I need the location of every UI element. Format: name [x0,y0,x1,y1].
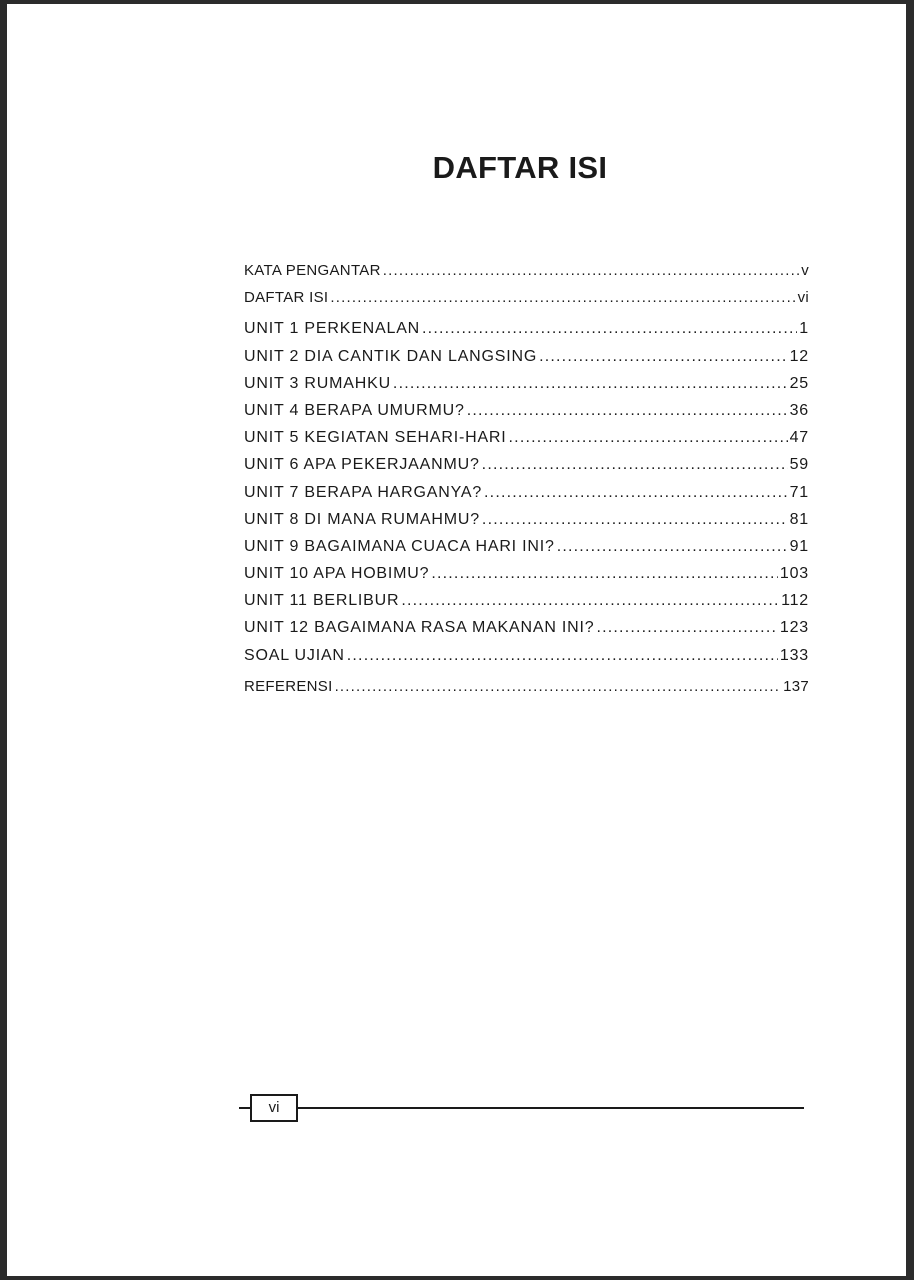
toc-entry-page: 59 [789,456,809,474]
toc-entry-page: vi [797,289,809,307]
toc-entry-page: 137 [783,677,809,695]
toc-entry-page: 103 [779,565,809,583]
toc-entry-label: UNIT 11 BERLIBUR [244,592,400,610]
toc-entry-page: 12 [789,347,809,365]
toc-entry-page: 112 [781,592,809,610]
toc-entry[interactable] [244,289,809,316]
toc-entry-label: UNIT 9 BAGAIMANA CUACA HARI INI? [244,537,555,555]
toc-entry[interactable] [244,592,809,619]
toc-dot-leader [347,647,778,665]
toc-dot-leader [401,592,779,610]
toc-entry-page: 81 [789,510,809,528]
toc-dot-leader [330,289,795,306]
toc-entry-label: UNIT 4 BERAPA UMURMU? [244,401,465,419]
toc-entry[interactable] [244,484,809,511]
toc-entry[interactable] [244,511,809,538]
toc-entry-label: UNIT 8 DI MANA RUMAHMU? [244,510,480,528]
table-of-contents [244,262,809,705]
toc-dot-leader [467,402,788,420]
toc-entry-page: 1 [799,320,809,338]
toc-dot-leader [335,678,782,695]
toc-entry[interactable] [244,320,809,347]
toc-entry-label: UNIT 1 PERKENALAN [244,320,421,338]
toc-entry-label: REFERENSI [244,677,333,695]
toc-dot-leader [393,375,788,393]
toc-dot-leader [539,348,788,366]
toc-dot-leader [509,429,788,447]
toc-entry[interactable] [244,429,809,456]
page-number-box [250,1094,298,1122]
toc-entry[interactable] [244,538,809,565]
toc-entry-label: UNIT 12 BAGAIMANA RASA MAKANAN INI? [244,619,595,637]
toc-entry-page: 91 [789,537,809,555]
toc-entry[interactable] [244,619,809,646]
toc-entry-label: KATA PENGANTAR [244,262,381,279]
toc-entry[interactable] [244,402,809,429]
toc-entry-label: SOAL UJIAN [244,646,345,664]
toc-entry[interactable] [244,678,809,705]
toc-dot-leader [596,619,777,637]
toc-entry-page: v [801,262,809,279]
toc-entry-label: UNIT 10 APA HOBIMU? [244,565,430,583]
toc-entry-label: UNIT 7 BERAPA HARGANYA? [244,483,483,501]
page-title: DAFTAR ISI [432,150,608,185]
toc-entry-label: UNIT 6 APA PEKERJAANMU? [244,456,480,474]
footer-rule [239,1107,804,1109]
toc-entry-page: 36 [789,401,809,419]
toc-dot-leader [484,484,788,502]
toc-entry[interactable] [244,375,809,402]
toc-entry-page: 133 [779,646,809,664]
toc-entry[interactable] [244,262,809,289]
toc-entry[interactable] [244,456,809,483]
toc-entry-page: 25 [789,374,809,392]
toc-entry-page: 123 [779,619,809,637]
toc-entry[interactable] [244,348,809,375]
toc-entry[interactable] [244,565,809,592]
document-page [7,4,906,1276]
page-number: vi [268,1099,280,1116]
toc-dot-leader [482,511,788,529]
toc-dot-leader [431,565,778,583]
toc-dot-leader [557,538,788,556]
toc-entry-page: 71 [789,483,809,501]
toc-entry-label: UNIT 5 KEGIATAN SEHARI-HARI [244,429,507,447]
toc-entry-page: 47 [789,429,809,447]
toc-dot-leader [482,456,788,474]
toc-entry[interactable] [244,647,809,674]
toc-entry-label: UNIT 2 DIA CANTIK DAN LANGSING [244,347,538,365]
toc-entry-label: UNIT 3 RUMAHKU [244,374,391,392]
toc-entry-label: DAFTAR ISI [244,289,329,307]
toc-dot-leader [422,320,797,338]
toc-dot-leader [383,262,799,279]
